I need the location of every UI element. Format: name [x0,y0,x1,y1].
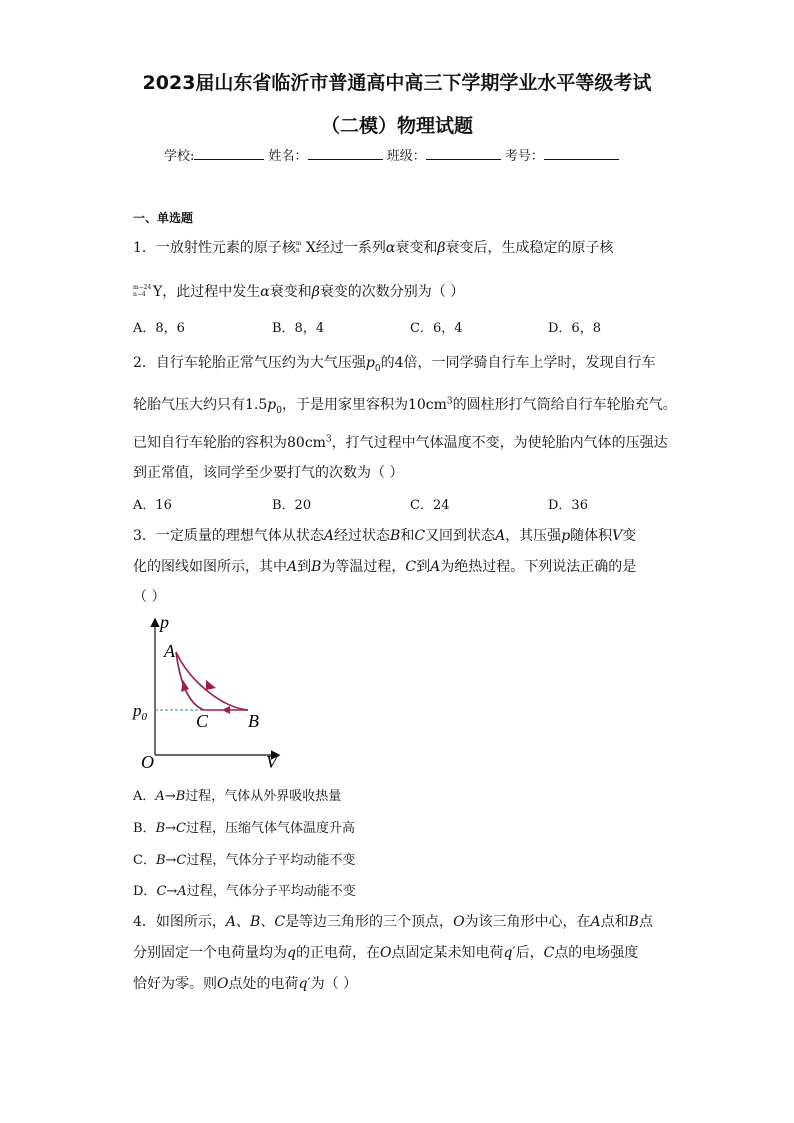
class-blank[interactable] [426,147,501,160]
point-b-label: B [248,711,259,731]
section-title: 一、单选题 [133,211,194,225]
symbol-y: Y [153,284,163,300]
q2-line4: 到正常值，该同学至少要打气的次数为（ ） [133,465,404,481]
q2-option-a[interactable]: A．16 [133,498,172,513]
q1-option-a[interactable]: A．8，6 [133,321,185,336]
q4-line3: 恰好为零。则O点处的电荷q′为（ ） [133,976,358,992]
point-c-label: C [196,711,209,731]
q1-text: 1．一放射性元素的原子核 [133,240,296,256]
arrow-a-to-b [206,680,216,690]
q1-line2: m−24 n−4 Y，此过程中发生α衰变和β衰变的次数分别为（ ） [133,284,465,300]
q2-line3: 已知自行车轮胎的容积为$80cm^3$，打气过程中气体温度不变，为使轮胎内气体的压强达 [133,434,668,451]
p0-label: $p_0$ [133,701,147,723]
v-axis-label: V [266,752,277,772]
isothermal-curve-ab [176,652,248,710]
q1-option-c[interactable]: C．6，4 [410,321,463,336]
q3-line3: （ ） [133,589,166,605]
point-a-label: A [164,641,175,661]
q1-line1: 1．一放射性元素的原子核 m n X经过一系列α衰变和β衰变后，生成稳定的原子核 [133,240,614,256]
q4-line1: 4．如图所示，A、B、C是等边三角形的三个顶点，O为该三角形中心，在A点和B点 [133,914,653,930]
school-label: 学校: [164,149,195,164]
q3-option-d[interactable]: D．C→A过程，气体分子平均动能不变 [133,884,356,899]
document-title-line2: （二模）物理试题 [320,115,473,137]
q2-option-b[interactable]: B．20 [272,498,312,513]
school-blank[interactable] [194,147,264,160]
student-info-row [164,145,619,164]
document-title-line1: 2023届山东省临沂市普通高中高三下学期学业水平等级考试 [142,72,652,94]
pv-diagram [128,612,288,772]
q3-line2: 化的图线如图所示，其中A到B为等温过程，C到A为绝热过程。下列说法正确的是 [133,559,637,575]
origin-label: O [141,752,154,772]
nuclide-y: m−24 n−4 [133,284,152,298]
q3-option-b[interactable]: B．B→C过程，压缩气体气体温度升高 [133,821,355,836]
q2-line1: 2．自行车轮胎正常气压约为大气压强$p_0$的4倍，一同学骑自行车上学时，发现自行车 [133,355,656,374]
name-blank[interactable] [308,147,383,160]
q3-option-c[interactable]: C．B→C过程，气体分子平均动能不变 [133,853,356,868]
exam-no-label: 考号： [504,149,544,164]
q3-line1: 3．一定质量的理想气体从状态A经过状态B和C又回到状态A，其压强p随体积V变 [133,528,637,544]
q1-option-d[interactable]: D．6，8 [548,321,601,336]
q3-option-a[interactable]: A．A→B过程，气体从外界吸收热量 [133,789,342,804]
nuclide-x: m n [295,240,302,254]
exam-no-blank[interactable] [544,147,619,160]
class-label: 班级： [386,149,426,164]
symbol-x: X [305,240,316,256]
q2-line2: 轮胎气压大约只有$1.5p_0$，于是用家里容积为$10cm^3$的圆柱形打气筒给自行车轮胎充气。 [133,396,677,416]
p-axis-label: p [160,612,169,632]
q2-option-c[interactable]: C．24 [410,498,450,513]
name-label: 姓名： [268,149,308,164]
q4-line2: 分别固定一个电荷量均为q的正电荷，在O点固定某未知电荷q′后，C点的电场强度 [133,945,639,961]
q1-option-b[interactable]: B．8，4 [272,321,325,336]
arrow-b-to-c [222,706,230,714]
q2-option-d[interactable]: D．36 [548,498,588,513]
